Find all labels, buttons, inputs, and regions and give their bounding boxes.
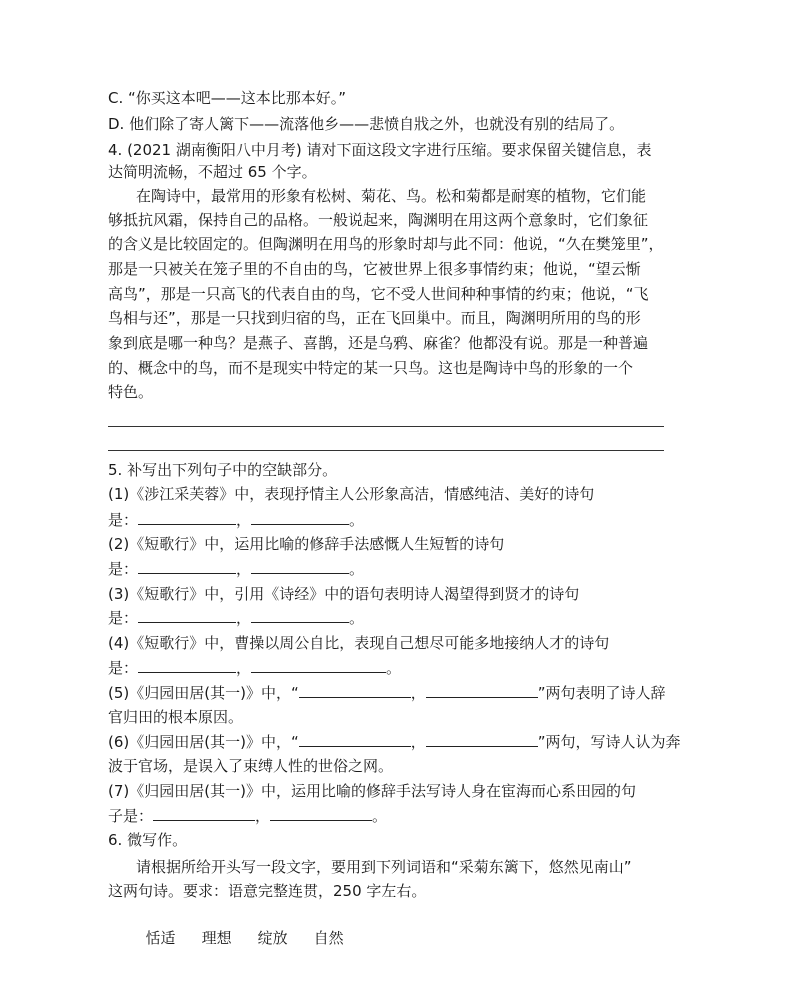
q4-passage-line8: 的、概念中的鸟，而不是现实中特定的某一只鸟。这也是陶诗中鸟的形象的一个 [108,359,634,377]
q4-passage-line3: 的含义是比较固定的。但陶渊明在用鸟的形象时却与此不同：他说，“久在樊笼里”， [108,235,664,253]
q5-title: 5. 补写出下列句子中的空缺部分。 [108,461,338,479]
period: 。 [386,659,402,677]
q5-item-3-answer [108,606,364,630]
q6-word: 绽放 [257,929,288,947]
period: 。 [349,609,365,627]
blank[interactable] [153,806,255,821]
q5-item-7-answer [108,804,387,828]
comma: ， [255,807,271,825]
q6-instruction-line2: 这两句诗。要求：语意完整连贯，250 字左右。 [108,882,427,900]
blank[interactable] [138,559,236,574]
q5-item-4: (4)《短歌行》中，曹操以周公自比，表现自己想尽可能多地接纳人才的诗句 [108,634,610,652]
blank[interactable] [426,683,538,698]
q6-word-list [136,902,370,950]
q5-item-5 [108,681,666,705]
q5-item-6 [108,730,681,754]
option-d: D. 他们除了寄人篱下——流落他乡——悲愤自戕之外，也就没有别的结局了。 [108,115,625,133]
comma: ， [410,684,426,702]
blank[interactable] [251,559,349,574]
q5-item-7: (7)《归园田居(其一)》中，运用比喻的修辞手法写诗人身在宦海而心系田园的句 [108,782,636,800]
comma: ， [410,733,426,751]
q6-word: 自然 [313,929,344,947]
q4-passage-line6: 鸟相与还”，那是一只找到归宿的鸟，正在飞回巢中。而且，陶渊明所用的鸟的形 [108,309,641,327]
q5-item-6-post: ”两句，写诗人认为奔 [537,733,681,751]
q4-prompt-line1: 4. (2021 湖南衡阳八中月考) 请对下面这段文字进行压缩。要求保留关键信息，表 [108,141,652,159]
q4-passage-line9: 特色。 [108,383,154,401]
q5-item-5-post: ”两句表明了诗人辞 [537,684,666,702]
blank[interactable] [138,608,236,623]
blank[interactable] [270,806,372,821]
q5-item-5-line2: 官归田的根本原因。 [108,708,244,726]
answer-rule-2[interactable] [108,450,664,451]
q5-item-6-line2: 波于官场，是误入了束缚人性的世俗之网。 [108,757,394,775]
q4-passage-line1: 在陶诗中，最常用的形象有松树、菊花、鸟。松和菊都是耐寒的植物，它们能 [136,187,647,205]
q5-item-3: (3)《短歌行》中，引用《诗经》中的语句表明诗人渴望得到贤才的诗句 [108,585,580,603]
shi-label: 是： [108,511,139,529]
shi-label: 是： [108,560,139,578]
q4-passage-line7: 象到底是哪一种鸟？是燕子、喜鹊，还是乌鸦、麻雀？他都没有说。那是一种普遍 [108,334,649,352]
shi-label: 是： [108,609,139,627]
blank[interactable] [299,732,411,747]
comma: ， [236,560,252,578]
q6-instruction-line1: 请根据所给开头写一段文字，要用到下列词语和“采菊东篱下，悠然见南山” [136,858,632,876]
blank[interactable] [426,732,538,747]
comma: ， [236,659,252,677]
q5-item-4-answer [108,656,401,680]
q6-title: 6. 微写作。 [108,831,188,849]
q5-item-1: (1)《涉江采芙蓉》中，表现抒情主人公形象高洁，情感纯洁、美好的诗句 [108,485,595,503]
q5-item-7-prefix: 子是： [108,807,154,825]
q6-word: 理想 [201,929,232,947]
blank[interactable] [299,683,411,698]
q4-prompt-line2: 达简明流畅，不超过 65 个字。 [108,163,317,181]
q5-item-1-answer [108,508,364,532]
q4-passage-line5: 高鸟”，那是一只高飞的代表自由的鸟，它不受人世间种种事情的约束；他说，“飞 [108,285,649,303]
blank[interactable] [138,510,236,525]
option-c: C. “你买这本吧——这本比那本好。” [108,89,347,107]
q4-passage-line4: 那是一只被关在笼子里的不自由的鸟，它被世界上很多事情约束；他说，“望云惭 [108,260,641,278]
q6-word: 恬适 [145,929,176,947]
q5-item-5-pre: (5)《归园田居(其一)》中，“ [108,684,299,702]
comma: ， [236,609,252,627]
q4-passage-line2: 够抵抗风霜，保持自己的品格。一般说起来，陶渊明在用这两个意象时，它们象征 [108,211,649,229]
q5-item-6-pre: (6)《归园田居(其一)》中，“ [108,733,299,751]
shi-label: 是： [108,659,139,677]
q5-item-2-answer [108,557,364,581]
blank[interactable] [251,658,386,673]
period: 。 [372,807,388,825]
blank[interactable] [251,608,349,623]
comma: ， [236,511,252,529]
q5-item-2: (2)《短歌行》中，运用比喻的修辞手法感慨人生短暂的诗句 [108,535,505,553]
blank[interactable] [138,658,236,673]
answer-rule-1[interactable] [108,426,664,427]
period: 。 [349,511,365,529]
blank[interactable] [251,510,349,525]
period: 。 [349,560,365,578]
